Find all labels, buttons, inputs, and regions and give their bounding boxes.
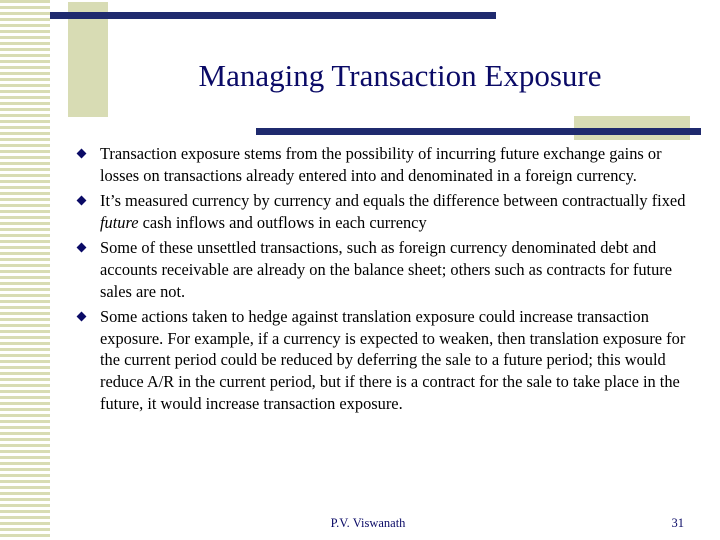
diamond-bullet-icon (77, 243, 87, 253)
bullet-item (76, 190, 688, 233)
middle-navy-bar (256, 128, 701, 135)
diamond-bullet-icon (77, 312, 87, 322)
diamond-bullet-icon (77, 149, 87, 159)
bullet-emphasis: future (100, 212, 139, 232)
bullet-text-after: cash inflows and outflows in each currency (138, 212, 427, 232)
bullet-list (76, 143, 688, 418)
top-navy-bar (50, 12, 496, 19)
page-number: 31 (671, 516, 684, 530)
bullet-item (76, 143, 688, 186)
top-olive-block (68, 2, 108, 117)
left-stripe-decoration (0, 0, 50, 540)
bullet-text: Some of these unsettled transactions, such as foreign currency denominated debt and accounts receivable are already on the balance sheet; others such as contracts for future sales are not. (100, 238, 673, 301)
slide-title: Managing Transaction Exposure (198, 58, 602, 93)
bullet-text: Transaction exposure stems from the possibility of incurring future exchange gains or losses on transactions already entered into and denominated in a foreign currency. (100, 144, 662, 185)
diamond-bullet-icon (77, 196, 87, 206)
bullet-item (76, 306, 688, 414)
bullet-text-before: It’s measured currency by currency and equals the difference between contractually fixed (100, 191, 686, 211)
bullet-item (76, 237, 688, 302)
bullet-text: Some actions taken to hedge against translation exposure could increase transaction exposure. For example, if a currency is expected to weaken, then translation exposure for the current period could be reduced by deferring the sale to a future period; this would reduce A/R in the current period, but if there is a contract for the sale to take place in the future, it would increase transaction exposure. (100, 307, 686, 413)
footer-author: P.V. Viswanath (330, 516, 406, 530)
